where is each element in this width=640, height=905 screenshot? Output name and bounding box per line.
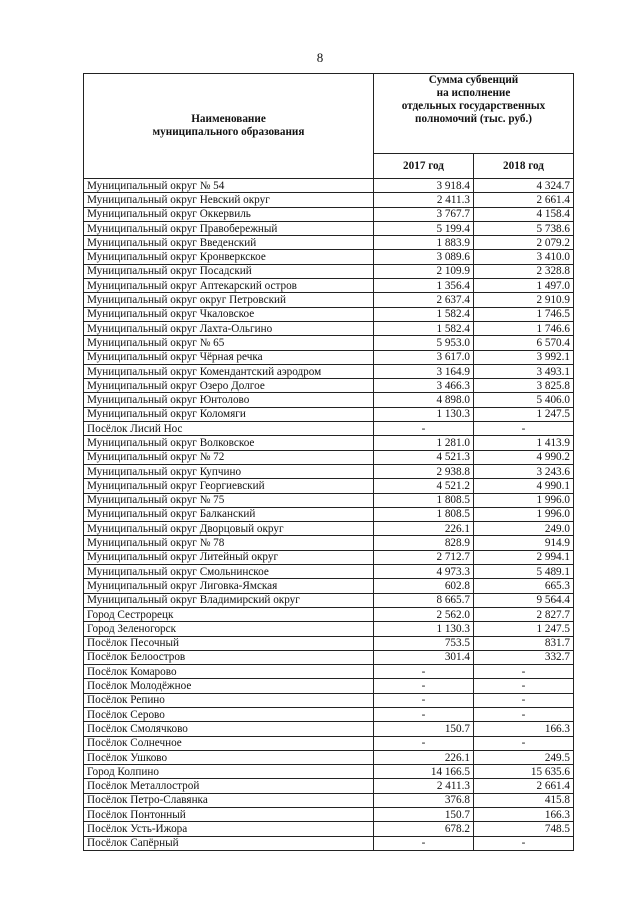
municipality-name-cell: Муниципальный округ Дворцовый округ — [84, 522, 374, 536]
table-row — [84, 464, 574, 478]
amount-2017-cell: 602.8 — [374, 579, 474, 593]
amount-2018-cell: 1 247.5 — [474, 407, 574, 421]
amount-2017-cell: 150.7 — [374, 808, 474, 822]
municipality-name-cell: Город Сестрорецк — [84, 607, 374, 621]
amount-2018-cell: 748.5 — [474, 822, 574, 836]
amount-2017-cell: - — [374, 836, 474, 850]
municipality-name-cell: Муниципальный округ Волковское — [84, 436, 374, 450]
amount-2017-cell: 3 164.9 — [374, 364, 474, 378]
table-row — [84, 765, 574, 779]
amount-2017-cell: 4 973.3 — [374, 565, 474, 579]
table-row — [84, 693, 574, 707]
amount-2018-cell: 9 564.4 — [474, 593, 574, 607]
table-row — [84, 350, 574, 364]
table-row — [84, 793, 574, 807]
table-row — [84, 550, 574, 564]
amount-2017-cell: 8 665.7 — [374, 593, 474, 607]
amount-2017-cell: 4 521.3 — [374, 450, 474, 464]
table-row — [84, 250, 574, 264]
amount-2017-cell: - — [374, 693, 474, 707]
amount-2017-cell: 5 199.4 — [374, 221, 474, 235]
table-header-row — [84, 74, 574, 154]
municipality-name-cell: Муниципальный округ Лиговка-Ямская — [84, 579, 374, 593]
amount-2018-cell: 3 410.0 — [474, 250, 574, 264]
municipality-name-cell: Муниципальный округ Комендантский аэродром — [84, 364, 374, 378]
amount-2017-cell: 2 411.3 — [374, 779, 474, 793]
municipality-name-cell: Муниципальный округ № 72 — [84, 450, 374, 464]
municipality-name-cell: Муниципальный округ Литейный округ — [84, 550, 374, 564]
amount-2017-cell: 753.5 — [374, 636, 474, 650]
municipality-name-cell: Город Колпино — [84, 765, 374, 779]
table-row — [84, 593, 574, 607]
amount-2017-cell: 2 712.7 — [374, 550, 474, 564]
table-row — [84, 450, 574, 464]
table-row — [84, 722, 574, 736]
amount-2017-cell: 1 808.5 — [374, 507, 474, 521]
amount-2018-cell: 5 738.6 — [474, 221, 574, 235]
amount-header-line: на исполнение — [436, 87, 511, 99]
municipality-name-cell: Посёлок Металлострой — [84, 779, 374, 793]
municipality-name-cell: Посёлок Белоостров — [84, 650, 374, 664]
amount-2018-cell: 914.9 — [474, 536, 574, 550]
municipality-name-cell: Муниципальный округ Озеро Долгое — [84, 379, 374, 393]
amount-2018-cell: - — [474, 665, 574, 679]
table-row — [84, 679, 574, 693]
table-row — [84, 407, 574, 421]
municipality-name-cell: Посёлок Песочный — [84, 636, 374, 650]
municipality-name-cell: Муниципальный округ Невский округ — [84, 193, 374, 207]
amount-2017-cell: 1 808.5 — [374, 493, 474, 507]
table-row — [84, 364, 574, 378]
amount-2018-cell: 1 497.0 — [474, 279, 574, 293]
amount-2017-cell: 14 166.5 — [374, 765, 474, 779]
table-row — [84, 808, 574, 822]
municipality-name-cell: Муниципальный округ Балканский — [84, 507, 374, 521]
amount-2018-cell: - — [474, 707, 574, 721]
amount-2017-cell: 1 582.4 — [374, 307, 474, 321]
amount-2018-cell: 4 324.7 — [474, 179, 574, 193]
amount-2018-cell: 415.8 — [474, 793, 574, 807]
amount-2017-cell: - — [374, 422, 474, 436]
table-row — [84, 579, 574, 593]
municipality-name-cell: Муниципальный округ Георгиевский — [84, 479, 374, 493]
amount-2017-cell: 828.9 — [374, 536, 474, 550]
table-row — [84, 822, 574, 836]
municipality-name-cell: Муниципальный округ Введенский — [84, 236, 374, 250]
municipality-name-cell: Муниципальный округ Коломяги — [84, 407, 374, 421]
amount-2018-cell: 3 992.1 — [474, 350, 574, 364]
table-row — [84, 379, 574, 393]
amount-2017-cell: 301.4 — [374, 650, 474, 664]
table-row — [84, 622, 574, 636]
amount-2017-cell: 4 521.2 — [374, 479, 474, 493]
municipality-name-cell: Муниципальный округ № 78 — [84, 536, 374, 550]
table-row — [84, 665, 574, 679]
amount-2017-cell: 2 562.0 — [374, 607, 474, 621]
amount-header-line: полномочий (тыс. руб.) — [415, 113, 532, 125]
amount-2017-cell: - — [374, 679, 474, 693]
amount-2017-cell: 1 356.4 — [374, 279, 474, 293]
amount-2018-cell: 4 158.4 — [474, 207, 574, 221]
municipality-name-cell: Муниципальный округ Кронверкское — [84, 250, 374, 264]
amount-2017-cell: - — [374, 736, 474, 750]
amount-2017-cell: 1 130.3 — [374, 407, 474, 421]
municipality-name-cell: Муниципальный округ Правобережный — [84, 221, 374, 235]
amount-2018-cell: - — [474, 736, 574, 750]
amount-2017-cell: 2 637.4 — [374, 293, 474, 307]
amount-2018-cell: 3 825.8 — [474, 379, 574, 393]
amount-header-line: отдельных государственных — [401, 100, 546, 112]
amount-2017-cell: 5 953.0 — [374, 336, 474, 350]
year-2018-header: 2018 год — [474, 154, 574, 179]
table-row — [84, 179, 574, 193]
table-row — [84, 522, 574, 536]
amount-2017-cell: 150.7 — [374, 722, 474, 736]
amount-2017-cell: 2 938.8 — [374, 464, 474, 478]
amount-2018-cell: 5 489.1 — [474, 565, 574, 579]
municipality-name-cell: Посёлок Петро-Славянка — [84, 793, 374, 807]
amount-2017-cell: 1 582.4 — [374, 321, 474, 335]
municipality-name-cell: Муниципальный округ № 65 — [84, 336, 374, 350]
amount-2018-cell: 249.0 — [474, 522, 574, 536]
table-row — [84, 236, 574, 250]
table-row — [84, 707, 574, 721]
table-row — [84, 321, 574, 335]
year-2017-header: 2017 год — [374, 154, 474, 179]
amount-2018-cell: - — [474, 836, 574, 850]
amount-2017-cell: 3 089.6 — [374, 250, 474, 264]
table-row — [84, 207, 574, 221]
amount-header-line: Сумма субвенций — [428, 74, 519, 86]
table-row — [84, 479, 574, 493]
amount-2018-cell: 249.5 — [474, 750, 574, 764]
table-row — [84, 650, 574, 664]
amount-2018-cell: 1 247.5 — [474, 622, 574, 636]
amount-2018-cell: 4 990.1 — [474, 479, 574, 493]
table-row — [84, 393, 574, 407]
amount-2018-cell: 2 827.7 — [474, 607, 574, 621]
municipality-name-cell: Муниципальный округ Чкаловское — [84, 307, 374, 321]
subsidies-table — [83, 73, 574, 851]
name-header-line: муниципального образования — [152, 126, 305, 138]
amount-2018-cell: 2 994.1 — [474, 550, 574, 564]
amount-2018-cell: 2 079.2 — [474, 236, 574, 250]
amount-2017-cell: 1 281.0 — [374, 436, 474, 450]
amount-2017-cell: 3 767.7 — [374, 207, 474, 221]
amount-2017-cell: - — [374, 707, 474, 721]
amount-2018-cell: 5 406.0 — [474, 393, 574, 407]
municipality-name-cell: Посёлок Комарово — [84, 665, 374, 679]
amount-2018-cell: 15 635.6 — [474, 765, 574, 779]
name-column-header — [84, 74, 374, 179]
amount-2018-cell: 166.3 — [474, 722, 574, 736]
municipality-name-cell: Муниципальный округ Владимирский округ — [84, 593, 374, 607]
amount-2018-cell: 1 996.0 — [474, 493, 574, 507]
municipality-name-cell: Муниципальный округ Аптекарский остров — [84, 279, 374, 293]
amount-2017-cell: 226.1 — [374, 750, 474, 764]
amount-2017-cell: 1 130.3 — [374, 622, 474, 636]
amount-2018-cell: 2 328.8 — [474, 264, 574, 278]
amount-column-header — [374, 74, 574, 154]
municipality-name-cell: Муниципальный округ Посадский — [84, 264, 374, 278]
table-row — [84, 779, 574, 793]
municipality-name-cell: Муниципальный округ Купчино — [84, 464, 374, 478]
municipality-name-cell: Муниципальный округ № 54 — [84, 179, 374, 193]
table-row — [84, 293, 574, 307]
page-number: 8 — [316, 50, 324, 65]
table-row — [84, 750, 574, 764]
name-header-line: Наименование — [191, 113, 266, 125]
amount-2017-cell: 3 617.0 — [374, 350, 474, 364]
municipality-name-cell: Муниципальный округ Чёрная речка — [84, 350, 374, 364]
amount-2018-cell: 1 996.0 — [474, 507, 574, 521]
table-row — [84, 636, 574, 650]
table-row — [84, 607, 574, 621]
table-row — [84, 264, 574, 278]
amount-2017-cell: - — [374, 665, 474, 679]
table-row — [84, 507, 574, 521]
amount-2018-cell: 2 661.4 — [474, 193, 574, 207]
amount-2017-cell: 1 883.9 — [374, 236, 474, 250]
municipality-name-cell: Посёлок Молодёжное — [84, 679, 374, 693]
table-row — [84, 565, 574, 579]
amount-2017-cell: 376.8 — [374, 793, 474, 807]
table-row — [84, 336, 574, 350]
municipality-name-cell: Город Зеленогорск — [84, 622, 374, 636]
municipality-name-cell: Муниципальный округ округ Петровский — [84, 293, 374, 307]
amount-2017-cell: 678.2 — [374, 822, 474, 836]
table-row — [84, 422, 574, 436]
amount-2018-cell: 831.7 — [474, 636, 574, 650]
municipality-name-cell: Муниципальный округ Лахта-Ольгино — [84, 321, 374, 335]
amount-2018-cell: 1 413.9 — [474, 436, 574, 450]
municipality-name-cell: Посёлок Серово — [84, 707, 374, 721]
amount-2017-cell: 226.1 — [374, 522, 474, 536]
table-row — [84, 536, 574, 550]
amount-2018-cell: 3 243.6 — [474, 464, 574, 478]
amount-2018-cell: 332.7 — [474, 650, 574, 664]
municipality-name-cell: Посёлок Сапёрный — [84, 836, 374, 850]
amount-2017-cell: 3 918.4 — [374, 179, 474, 193]
table-row — [84, 279, 574, 293]
amount-2017-cell: 3 466.3 — [374, 379, 474, 393]
amount-2017-cell: 4 898.0 — [374, 393, 474, 407]
municipality-name-cell: Посёлок Смолячково — [84, 722, 374, 736]
municipality-name-cell: Посёлок Репино — [84, 693, 374, 707]
amount-2018-cell: - — [474, 693, 574, 707]
amount-2018-cell: - — [474, 422, 574, 436]
municipality-name-cell: Посёлок Ушково — [84, 750, 374, 764]
amount-2018-cell: 6 570.4 — [474, 336, 574, 350]
amount-2018-cell: 665.3 — [474, 579, 574, 593]
amount-2017-cell: 2 411.3 — [374, 193, 474, 207]
municipality-name-cell: Посёлок Лисий Нос — [84, 422, 374, 436]
table-row — [84, 436, 574, 450]
municipality-name-cell: Муниципальный округ Юнтолово — [84, 393, 374, 407]
table-row — [84, 836, 574, 850]
amount-2018-cell: 3 493.1 — [474, 364, 574, 378]
amount-2018-cell: 166.3 — [474, 808, 574, 822]
amount-2017-cell: 2 109.9 — [374, 264, 474, 278]
amount-2018-cell: 2 661.4 — [474, 779, 574, 793]
table-row — [84, 493, 574, 507]
municipality-name-cell: Посёлок Солнечное — [84, 736, 374, 750]
amount-2018-cell: - — [474, 679, 574, 693]
municipality-name-cell: Муниципальный округ Оккервиль — [84, 207, 374, 221]
municipality-name-cell: Муниципальный округ № 75 — [84, 493, 374, 507]
amount-2018-cell: 4 990.2 — [474, 450, 574, 464]
municipality-name-cell: Посёлок Усть-Ижора — [84, 822, 374, 836]
amount-2018-cell: 1 746.6 — [474, 321, 574, 335]
table-row — [84, 193, 574, 207]
table-row — [84, 736, 574, 750]
municipality-name-cell: Муниципальный округ Смольнинское — [84, 565, 374, 579]
table-row — [84, 307, 574, 321]
table-body — [84, 179, 574, 851]
table-row — [84, 221, 574, 235]
amount-2018-cell: 2 910.9 — [474, 293, 574, 307]
amount-2018-cell: 1 746.5 — [474, 307, 574, 321]
municipality-name-cell: Посёлок Понтонный — [84, 808, 374, 822]
